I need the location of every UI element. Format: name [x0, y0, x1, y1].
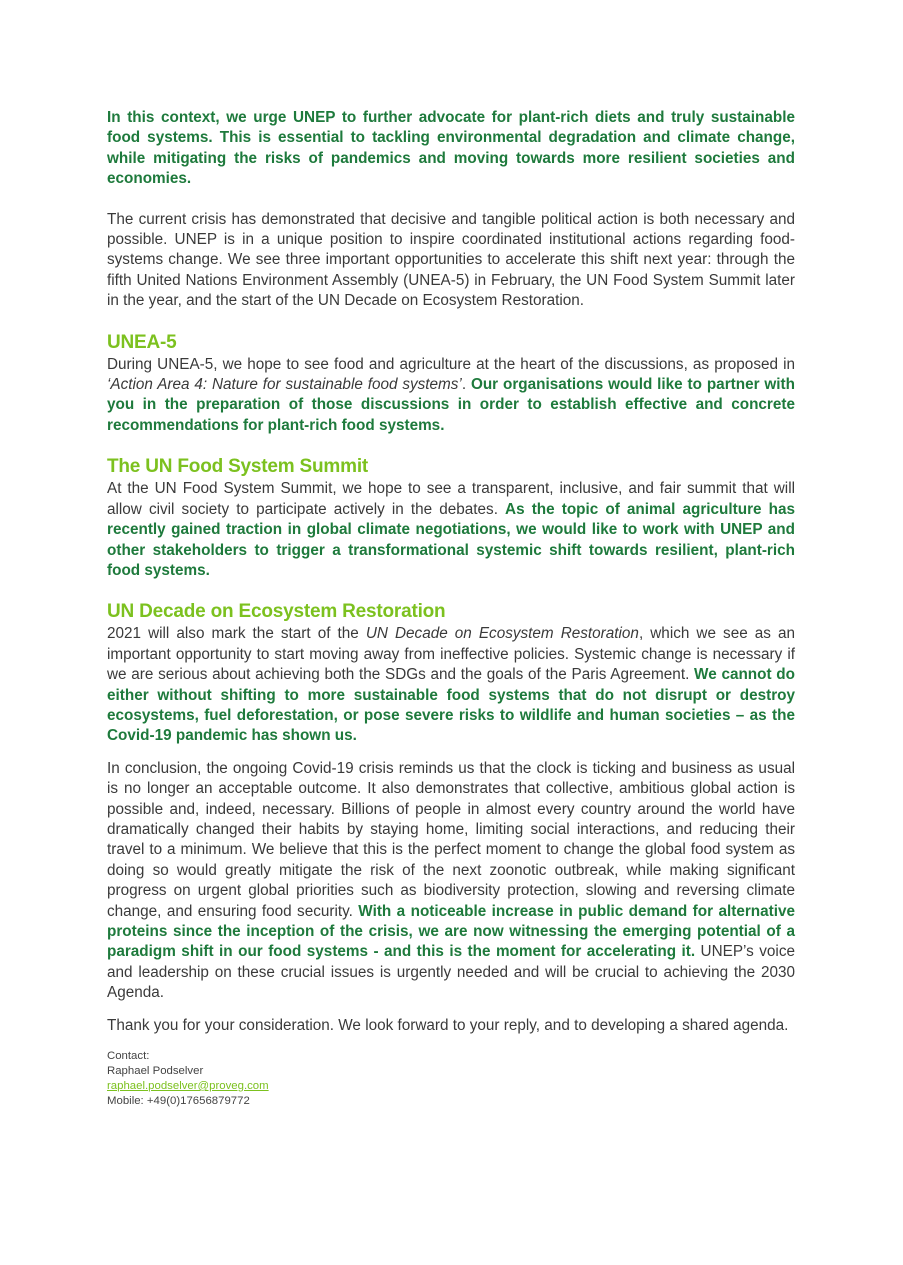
- conclusion-text-bold: With a noticeable increase in public demand for alternative proteins since the inception of the crisis, we are now witnessing the emerging potential of a paradigm shift in our food systems - and this is the moment for accelerating it.: [107, 902, 795, 961]
- summit-heading: The UN Food System Summit: [107, 456, 369, 478]
- decade-text-bold: We cannot do either without shifting to more sustainable food systems that do not disrupt or destroy ecosystems, fuel deforestation, or pose severe risks to wildlife and human societies – as the Covid-19 pandemic has shown us.: [107, 666, 795, 745]
- contact-label: Contact:: [107, 1050, 150, 1063]
- unea5-text-italic: ‘Action Area 4: Nature for sustainable food systems’: [107, 376, 462, 394]
- decade-paragraph: [107, 624, 795, 746]
- unea5-heading: UNEA-5: [107, 331, 177, 353]
- summit-text-bold: As the topic of animal agriculture has recently gained traction in global climate negotiations, we would like to work with UNEP and other stakeholders to trigger a transformational systemic shift towards resilient, plant-rich food systems.: [107, 500, 795, 579]
- unea5-text-bold: Our organisations would like to partner with you in the preparation of those discussions in order to establish effective and concrete recommendations for plant-rich food systems.: [107, 376, 795, 434]
- document-page: [107, 108, 795, 1109]
- conclusion-paragraph: [107, 759, 795, 1004]
- unea5-paragraph: [107, 355, 795, 437]
- decade-text-mid: , which we see as an important opportunity to start moving away from ineffective policies. Systemic change is necessary if we are serious about achieving both the SDGs and the goals of the Paris Agreement.: [107, 625, 795, 684]
- decade-text-start: 2021 will also mark the start of the: [107, 625, 366, 643]
- contact-name: Raphael Podselver: [107, 1065, 204, 1078]
- summit-text-start: At the UN Food System Summit, we hope to see a transparent, inclusive, and fair summit that will allow civil society to participate actively in the debates.: [107, 480, 795, 518]
- contact-email-link[interactable]: raphael.podselver@proveg.com: [107, 1080, 269, 1093]
- contact-block: [107, 1049, 795, 1109]
- conclusion-text-start: In conclusion, the ongoing Covid-19 crisis reminds us that the clock is ticking and business as usual is no longer an acceptable outcome. It also demonstrates that collective, ambitious global action is possible and, indeed, necessary. Billions of people in almost every country around the world have dramatically changed their habits by staying home, limiting social interactions, and reducing their travel to a minimum. We believe that this is the perfect moment to change the global food system as doing so would greatly mitigate the risk of the next zoonotic outbreak, while making significant progress on urgent global priorities such as biodiversity protection, slowing and reversing climate change, and ensuring food security.: [107, 759, 795, 920]
- summit-paragraph: [107, 479, 795, 581]
- unea5-text-start: During UNEA-5, we hope to see food and agriculture at the heart of the discussions, as proposed in: [107, 355, 795, 373]
- contact-mobile: Mobile: +49(0)17656879772: [107, 1095, 250, 1108]
- decade-heading: UN Decade on Ecosystem Restoration: [107, 601, 446, 623]
- intro-paragraph: In this context, we urge UNEP to further advocate for plant-rich diets and truly sustainable food systems. This is essential to tackling environmental degradation and climate change, while mitigating the risks of pandemics and moving towards more resilient societies and economies.: [107, 109, 795, 188]
- unea5-text-mid: .: [461, 376, 471, 394]
- conclusion-text-end: UNEP’s voice and leadership on these crucial issues is urgently needed and will be crucial to achieving the 2030 Agenda.: [107, 943, 795, 1002]
- context-paragraph: The current crisis has demonstrated that decisive and tangible political action is both necessary and possible. UNEP is in a unique position to inspire coordinated institutional actions regarding food-systems change. We see three important opportunities to accelerate this shift next year: through the fifth United Nations Environment Assembly (UNEA-5) in February, the UN Food System Summit later in the year, and the start of the UN Decade on Ecosystem Restoration.: [107, 210, 795, 310]
- closing-paragraph: Thank you for your consideration. We look forward to your reply, and to developing a shared agenda.: [107, 1016, 789, 1034]
- decade-text-italic: UN Decade on Ecosystem Restoration: [365, 625, 639, 643]
